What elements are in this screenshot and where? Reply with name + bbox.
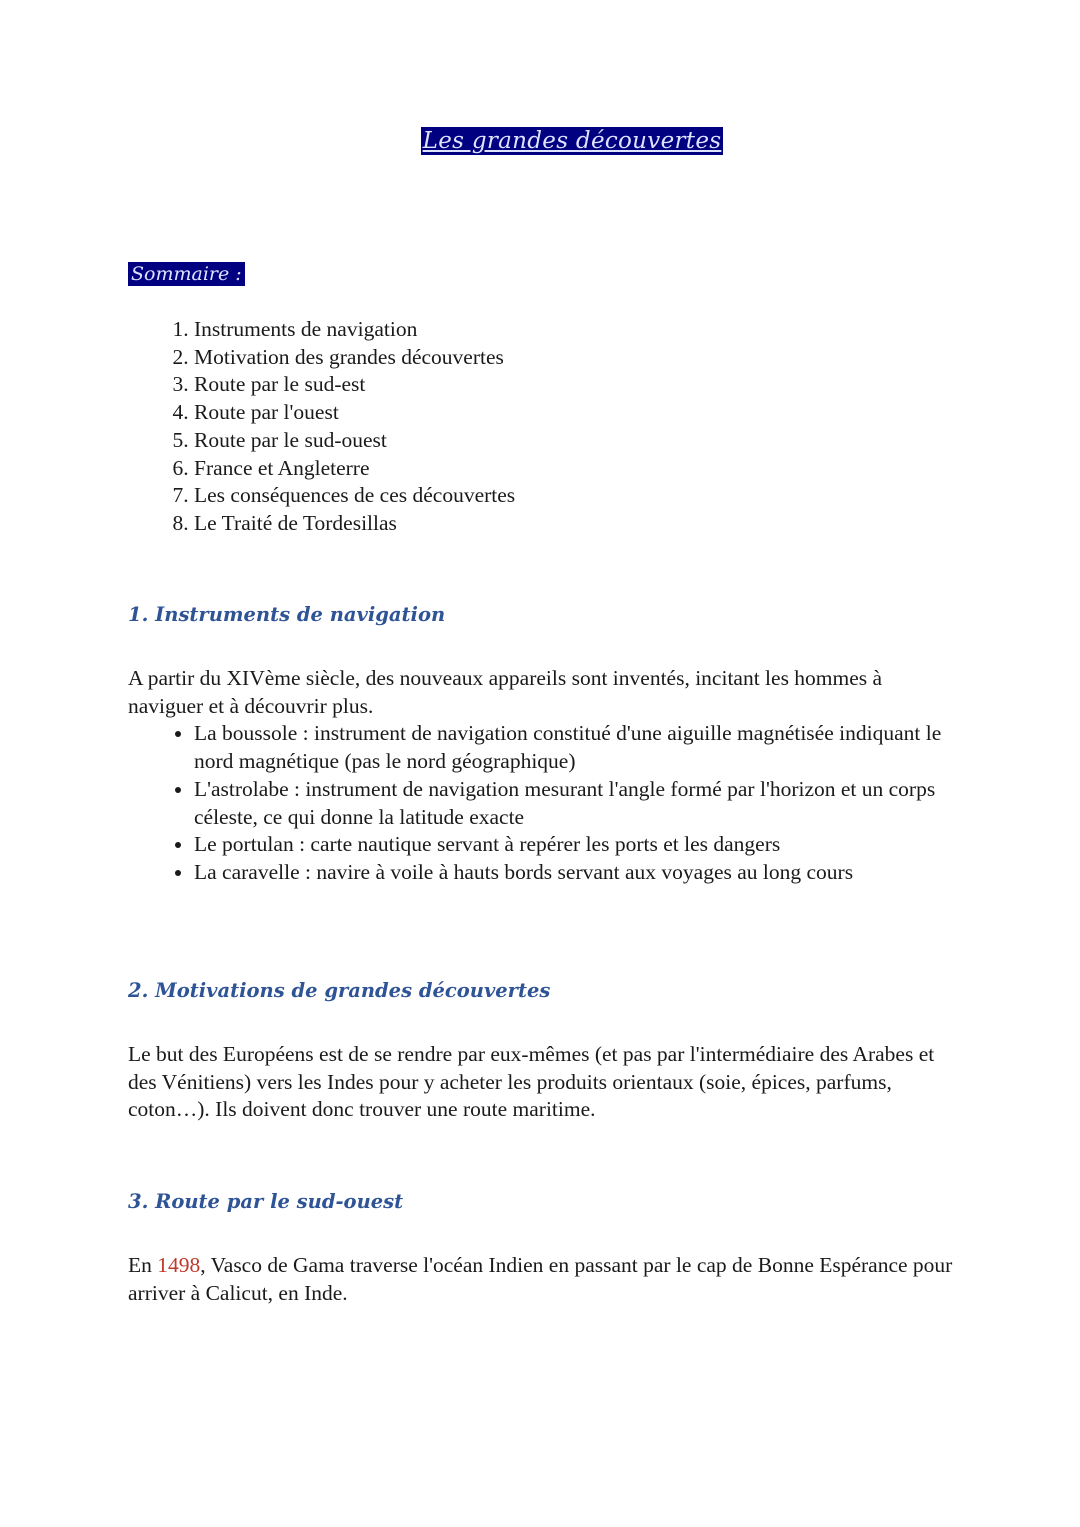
section-2-heading: 2. Motivations de grandes découvertes bbox=[128, 979, 551, 1002]
toc-item: 7. Les conséquences de ces découvertes bbox=[194, 482, 515, 510]
section-3-heading: 3. Route par le sud-ouest bbox=[128, 1190, 404, 1213]
section-1-intro: A partir du XIVème siècle, des nouveaux appareils sont inventés, incitant les hommes à naviguer et à découvrir plus. bbox=[128, 666, 883, 718]
list-item: • La caravelle : navire à voile à hauts bords servant aux voyages au long cours bbox=[194, 859, 964, 887]
section-3-text: En 1498, Vasco de Gama traverse l'océan Indien en passant par le cap de Bonne Espérance pour arriver à Calicut, en Inde. bbox=[128, 1253, 953, 1305]
toc-item: 8. Le Traité de Tordesillas bbox=[194, 510, 515, 538]
toc-item: 1. Instruments de navigation bbox=[194, 316, 515, 344]
table-of-contents bbox=[128, 316, 515, 538]
document-title: Les grandes découvertes bbox=[422, 128, 722, 154]
toc-item: 6. France et Angleterre bbox=[194, 455, 515, 483]
toc-item: 3. Route par le sud-est bbox=[194, 371, 515, 399]
list-item: • Le portulan : carte nautique servant à repérer les ports et les dangers bbox=[194, 831, 964, 859]
toc-item: 4. Route par l'ouest bbox=[194, 399, 515, 427]
list-item: • L'astrolabe : instrument de navigation mesurant l'angle formé par l'horizon et un corps céleste, ce qui donne la latitude exacte bbox=[194, 776, 964, 831]
list-item: • La boussole : instrument de navigation constitué d'une aiguille magnétisée indiquant le nord magnétique (pas le nord géographique) bbox=[194, 720, 964, 775]
section-1-heading: 1. Instruments de navigation bbox=[128, 603, 446, 626]
toc-item: 2. Motivation des grandes découvertes bbox=[194, 344, 515, 372]
section-1-body bbox=[128, 665, 958, 887]
year-highlight: 1498 bbox=[157, 1253, 201, 1277]
sommaire-heading: Sommaire : bbox=[128, 262, 245, 286]
toc-item: 5. Route par le sud-ouest bbox=[194, 427, 515, 455]
instrument-list bbox=[128, 720, 964, 886]
section-2-text: Le but des Européens est de se rendre par eux-mêmes (et pas par l'intermédiaire des Arabes et des Vénitiens) vers les Indes pour y acheter les produits orientaux (soie, épices, parfums, coton…). Ils doivent donc trouver une route maritime. bbox=[128, 1042, 935, 1122]
